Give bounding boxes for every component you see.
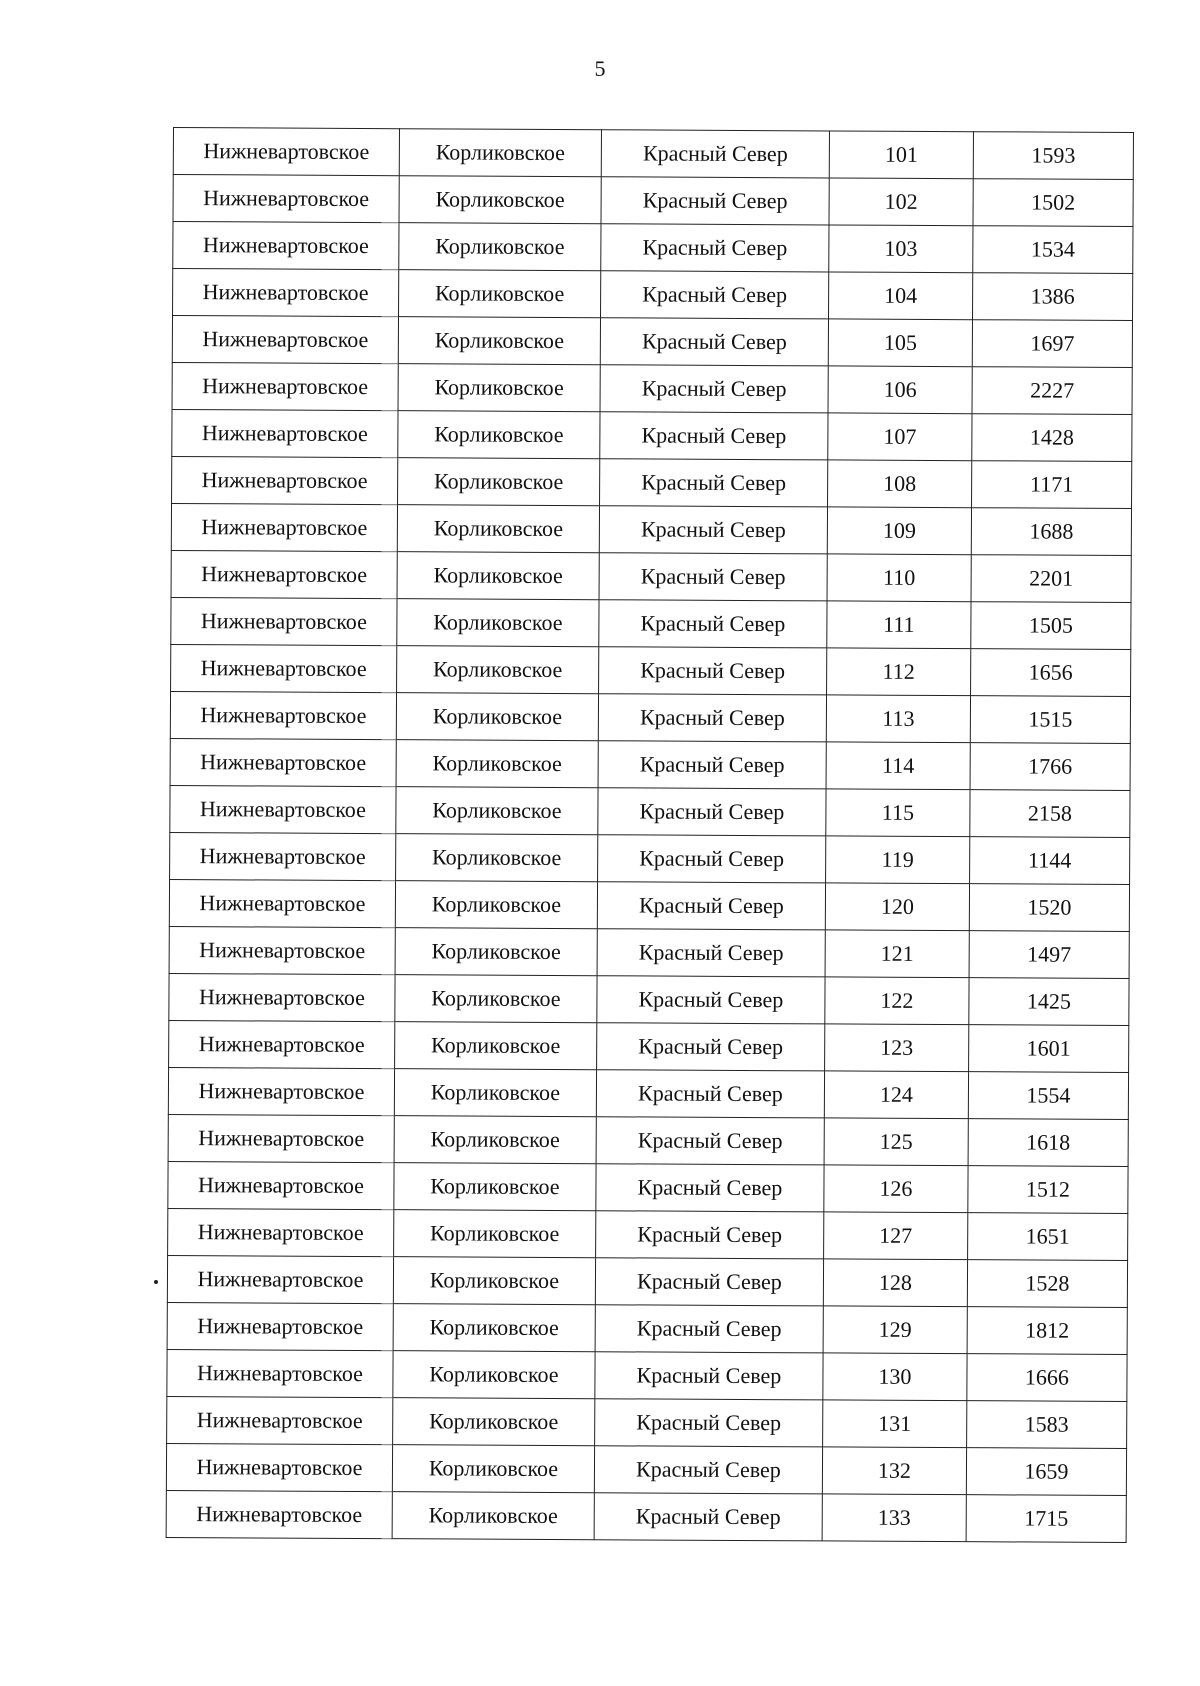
tract-cell: Красный Север: [599, 506, 827, 554]
area-cell: 1502: [973, 179, 1133, 227]
tract-cell: Красный Север: [599, 553, 827, 601]
tract-cell: Красный Север: [598, 788, 826, 836]
district-cell: Нижневартовское: [167, 1396, 393, 1444]
forestry-cell: Корликовское: [399, 129, 601, 177]
forestry-cell: Корликовское: [398, 411, 600, 459]
tract-cell: Красный Север: [601, 177, 829, 225]
tract-cell: Красный Север: [598, 741, 826, 789]
table-row: [168, 1067, 1128, 1119]
tract-cell: Красный Север: [596, 1211, 824, 1259]
forestry-cell: Корликовское: [397, 599, 599, 647]
forestry-cell: Корликовское: [394, 1163, 596, 1211]
forestry-cell: Корликовское: [397, 552, 599, 600]
area-cell: 1528: [967, 1260, 1127, 1308]
district-cell: Нижневартовское: [166, 1490, 392, 1538]
district-cell: Нижневартовское: [171, 644, 397, 692]
area-cell: 1583: [967, 1401, 1127, 1449]
forestry-cell: Корликовское: [396, 787, 598, 835]
quarter-number-cell: 104: [829, 272, 973, 320]
table-row: [171, 644, 1131, 696]
district-cell: Нижневартовское: [170, 832, 396, 880]
area-cell: 1618: [968, 1119, 1128, 1167]
area-cell: 1515: [970, 696, 1130, 744]
table-row: [172, 316, 1132, 368]
quarter-number-cell: 101: [829, 131, 973, 179]
quarter-number-cell: 131: [823, 1400, 967, 1448]
forestry-cell: Корликовское: [393, 1304, 595, 1352]
forestry-cell: Корликовское: [395, 928, 597, 976]
area-cell: 2227: [972, 367, 1132, 415]
quarter-number-cell: 126: [824, 1165, 968, 1213]
district-cell: Нижневартовское: [173, 175, 399, 223]
table-row: [171, 550, 1131, 602]
table-row: [171, 597, 1131, 649]
district-cell: Нижневартовское: [167, 1349, 393, 1397]
district-cell: Нижневартовское: [168, 1161, 394, 1209]
district-cell: Нижневартовское: [170, 738, 396, 786]
table-row: [169, 1020, 1129, 1072]
area-cell: 2201: [971, 555, 1131, 603]
forestry-cell: Корликовское: [397, 646, 599, 694]
district-cell: Нижневартовское: [169, 1020, 395, 1068]
area-cell: 1428: [972, 414, 1132, 462]
table-row: [167, 1302, 1127, 1354]
tract-cell: Красный Север: [598, 835, 826, 883]
forestry-cell: Корликовское: [394, 1069, 596, 1117]
quarter-number-cell: 110: [827, 554, 971, 602]
table-body: [166, 128, 1133, 1543]
area-cell: 1666: [967, 1354, 1127, 1402]
tract-cell: Красный Север: [600, 459, 828, 507]
quarter-number-cell: 105: [828, 319, 972, 367]
district-cell: Нижневартовское: [169, 973, 395, 1021]
table-row: [169, 879, 1129, 931]
table-row: [173, 269, 1133, 321]
forestry-cell: Корликовское: [397, 505, 599, 553]
quarter-number-cell: 112: [827, 648, 971, 696]
forest-quarter-table: [166, 127, 1134, 1543]
quarter-number-cell: 103: [829, 225, 973, 273]
district-cell: Нижневартовское: [171, 597, 397, 645]
table-row: [167, 1255, 1127, 1307]
tract-cell: Красный Север: [596, 1117, 824, 1165]
district-cell: Нижневартовское: [170, 691, 396, 739]
quarter-number-cell: 127: [824, 1212, 968, 1260]
district-cell: Нижневартовское: [169, 926, 395, 974]
forestry-cell: Корликовское: [398, 458, 600, 506]
tract-cell: Красный Север: [594, 1446, 822, 1494]
tract-cell: Красный Север: [596, 1070, 824, 1118]
district-cell: Нижневартовское: [173, 222, 399, 270]
area-cell: 1601: [969, 1025, 1129, 1073]
tract-cell: Красный Север: [599, 647, 827, 695]
area-cell: 1715: [966, 1495, 1126, 1543]
forestry-cell: Корликовское: [394, 1116, 596, 1164]
area-cell: 1534: [973, 226, 1133, 274]
area-cell: 1659: [966, 1448, 1126, 1496]
forestry-cell: Корликовское: [395, 881, 597, 929]
forestry-cell: Корликовское: [398, 364, 600, 412]
forestry-cell: Корликовское: [394, 1210, 596, 1258]
quarter-number-cell: 133: [822, 1494, 966, 1542]
stray-dot-mark: [154, 1280, 158, 1284]
table-row: [168, 1161, 1128, 1213]
tract-cell: Красный Север: [597, 882, 825, 930]
quarter-number-cell: 109: [827, 507, 971, 555]
quarter-number-cell: 107: [828, 413, 972, 461]
tract-cell: Красный Север: [597, 976, 825, 1024]
page-number: 5: [594, 56, 606, 81]
table-row: [166, 1490, 1126, 1542]
quarter-number-cell: 111: [827, 601, 971, 649]
table-row: [173, 128, 1133, 180]
quarter-number-cell: 129: [823, 1306, 967, 1354]
area-cell: 1812: [967, 1307, 1127, 1355]
quarter-number-cell: 132: [822, 1447, 966, 1495]
forestry-cell: Корликовское: [399, 223, 601, 271]
table-row: [172, 362, 1132, 414]
district-cell: Нижневартовское: [166, 1443, 392, 1491]
quarter-number-cell: 119: [826, 836, 970, 884]
table-row: [171, 503, 1131, 555]
forestry-cell: Корликовское: [395, 975, 597, 1023]
district-cell: Нижневартовское: [171, 503, 397, 551]
tract-cell: Красный Север: [599, 600, 827, 648]
district-cell: Нижневартовское: [170, 785, 396, 833]
district-cell: Нижневартовское: [167, 1255, 393, 1303]
tract-cell: Красный Север: [598, 694, 826, 742]
table-row: [167, 1396, 1127, 1448]
area-cell: 1656: [971, 649, 1131, 697]
tract-cell: Красный Север: [600, 365, 828, 413]
quarter-number-cell: 123: [825, 1024, 969, 1072]
area-cell: 1512: [968, 1166, 1128, 1214]
tract-cell: Красный Север: [596, 1164, 824, 1212]
area-cell: 1766: [970, 743, 1130, 791]
forest-quarter-table-wrapper: [166, 127, 1133, 1543]
table-row: [169, 973, 1129, 1025]
forestry-cell: Корликовское: [399, 270, 601, 318]
quarter-number-cell: 121: [825, 930, 969, 978]
table-row: [172, 409, 1132, 461]
forestry-cell: Корликовское: [396, 834, 598, 882]
area-cell: 1386: [973, 273, 1133, 321]
tract-cell: Красный Север: [595, 1305, 823, 1353]
area-cell: 1697: [972, 320, 1132, 368]
tract-cell: Красный Север: [597, 929, 825, 977]
area-cell: 2158: [970, 790, 1130, 838]
forestry-cell: Корликовское: [395, 1022, 597, 1070]
table-row: [170, 738, 1130, 790]
area-cell: 1520: [969, 884, 1129, 932]
tract-cell: Красный Север: [594, 1493, 822, 1541]
district-cell: Нижневартовское: [168, 1114, 394, 1162]
district-cell: Нижневартовское: [173, 128, 399, 176]
table-row: [168, 1114, 1128, 1166]
tract-cell: Красный Север: [595, 1352, 823, 1400]
forestry-cell: Корликовское: [393, 1351, 595, 1399]
district-cell: Нижневартовское: [172, 456, 398, 504]
area-cell: 1144: [970, 837, 1130, 885]
district-cell: Нижневартовское: [172, 316, 398, 364]
quarter-number-cell: 108: [828, 460, 972, 508]
tract-cell: Красный Север: [597, 1023, 825, 1071]
district-cell: Нижневартовское: [172, 409, 398, 457]
quarter-number-cell: 120: [825, 883, 969, 931]
table-row: [172, 456, 1132, 508]
table-row: [173, 222, 1133, 274]
forestry-cell: Корликовское: [399, 176, 601, 224]
district-cell: Нижневартовское: [169, 879, 395, 927]
quarter-number-cell: 130: [823, 1353, 967, 1401]
quarter-number-cell: 115: [826, 789, 970, 837]
table-row: [167, 1349, 1127, 1401]
district-cell: Нижневартовское: [168, 1067, 394, 1115]
tract-cell: Красный Север: [600, 412, 828, 460]
table-row: [169, 926, 1129, 978]
forestry-cell: Корликовское: [393, 1257, 595, 1305]
forestry-cell: Корликовское: [393, 1398, 595, 1446]
forestry-cell: Корликовское: [396, 693, 598, 741]
district-cell: Нижневартовское: [167, 1302, 393, 1350]
tract-cell: Красный Север: [601, 271, 829, 319]
quarter-number-cell: 128: [823, 1259, 967, 1307]
area-cell: 1505: [971, 602, 1131, 650]
tract-cell: Красный Север: [595, 1258, 823, 1306]
quarter-number-cell: 102: [829, 178, 973, 226]
tract-cell: Красный Север: [595, 1399, 823, 1447]
quarter-number-cell: 113: [826, 695, 970, 743]
district-cell: Нижневартовское: [171, 550, 397, 598]
district-cell: Нижневартовское: [168, 1208, 394, 1256]
forestry-cell: Корликовское: [392, 1492, 594, 1540]
quarter-number-cell: 106: [828, 366, 972, 414]
table-row: [170, 785, 1130, 837]
area-cell: 1554: [968, 1072, 1128, 1120]
quarter-number-cell: 124: [824, 1071, 968, 1119]
area-cell: 1425: [969, 978, 1129, 1026]
area-cell: 1593: [973, 132, 1133, 180]
forestry-cell: Корликовское: [396, 740, 598, 788]
forestry-cell: Корликовское: [398, 317, 600, 365]
tract-cell: Красный Север: [601, 224, 829, 272]
table-row: [170, 832, 1130, 884]
district-cell: Нижневартовское: [172, 362, 398, 410]
area-cell: 1688: [971, 508, 1131, 556]
tract-cell: Красный Север: [600, 318, 828, 366]
table-row: [170, 691, 1130, 743]
area-cell: 1497: [969, 931, 1129, 979]
quarter-number-cell: 122: [825, 977, 969, 1025]
area-cell: 1651: [968, 1213, 1128, 1261]
table-row: [168, 1208, 1128, 1260]
table-row: [173, 175, 1133, 227]
area-cell: 1171: [972, 461, 1132, 509]
table-row: [166, 1443, 1126, 1495]
forestry-cell: Корликовское: [392, 1445, 594, 1493]
quarter-number-cell: 125: [824, 1118, 968, 1166]
tract-cell: Красный Север: [601, 130, 829, 178]
quarter-number-cell: 114: [826, 742, 970, 790]
district-cell: Нижневартовское: [173, 269, 399, 317]
